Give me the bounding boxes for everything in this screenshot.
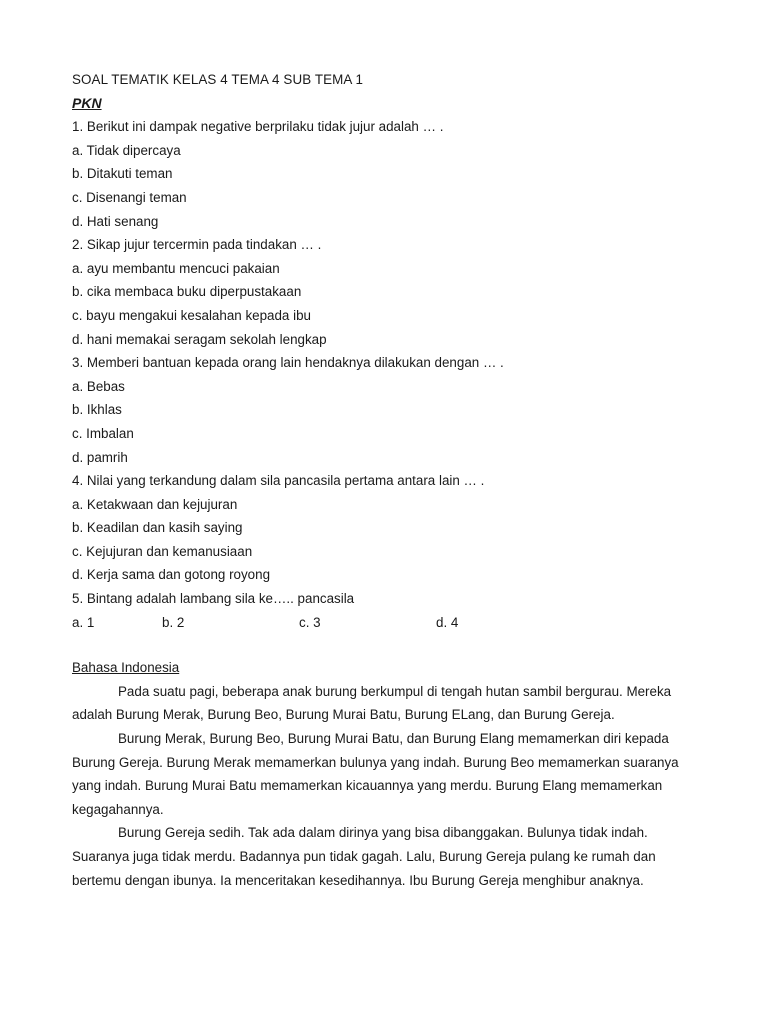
question-5-option-a: a. 1 [72, 614, 95, 630]
story-paragraph-1: Pada suatu pagi, beberapa anak burung berkumpul di tengah hutan sambil bergurau. Mereka adalah Burung Merak, Burung Beo, Burung Murai Batu, Burung ELang, dan Burung Gereja. [72, 683, 672, 723]
question-2-option-b: b. cika membaca buku diperpustakaan [72, 284, 302, 300]
subject-heading-bahasa-indonesia: Bahasa Indonesia [72, 660, 180, 676]
question-3-option-b: b. Ikhlas [72, 402, 122, 418]
question-5-option-c: c. 3 [299, 614, 321, 630]
subject-heading-pkn: PKN [72, 94, 102, 111]
question-4-option-d: d. Kerja sama dan gotong royong [72, 567, 271, 583]
question-5: 5. Bintang adalah lambang sila ke….. pancasila [72, 591, 355, 607]
question-3-option-d: d. pamrih [72, 449, 128, 465]
question-1: 1. Berikut ini dampak negative berprilaku tidak jujur adalah … . [72, 119, 444, 135]
question-2: 2. Sikap jujur tercermin pada tindakan … . [72, 237, 322, 253]
question-5-option-b: b. 2 [162, 614, 185, 630]
question-5-option-d: d. 4 [436, 614, 459, 630]
question-5-options [72, 611, 712, 635]
document-title: SOAL TEMATIK KELAS 4 TEMA 4 SUB TEMA 1 [72, 72, 364, 87]
question-3-option-c: c. Imbalan [72, 425, 134, 441]
question-4-option-b: b. Keadilan dan kasih saying [72, 520, 243, 536]
question-1-option-b: b. Ditakuti teman [72, 166, 173, 182]
document-page [72, 68, 712, 892]
question-1-option-a: a. Tidak dipercaya [72, 142, 181, 158]
question-3-option-a: a. Bebas [72, 378, 125, 394]
question-1-option-d: d. Hati senang [72, 213, 159, 229]
question-1-option-c: c. Disenangi teman [72, 189, 187, 205]
question-3: 3. Memberi bantuan kepada orang lain hendaknya dilakukan dengan … . [72, 355, 504, 371]
question-2-option-d: d. hani memakai seragam sekolah lengkap [72, 331, 327, 347]
question-4-option-a: a. Ketakwaan dan kejujuran [72, 496, 238, 512]
question-4: 4. Nilai yang terkandung dalam sila pancasila pertama antara lain … . [72, 473, 485, 489]
story-paragraph-3: Burung Gereja sedih. Tak ada dalam dirinya yang bisa dibanggakan. Bulunya tidak indah. Suaranya juga tidak merdu. Badannya pun tidak gagah. Lalu, Burung Gereja pulang ke rumah dan bertemu dengan ibunya. Ia menceritakan kesedihannya. Ibu Burung Gereja menghibur anaknya. [72, 825, 656, 888]
question-2-option-a: a. ayu membantu mencuci pakaian [72, 260, 280, 276]
question-4-option-c: c. Kejujuran dan kemanusiaan [72, 543, 253, 559]
question-2-option-c: c. bayu mengakui kesalahan kepada ibu [72, 307, 311, 323]
story-paragraph-2: Burung Merak, Burung Beo, Burung Murai Batu, dan Burung Elang memamerkan diri kepada Burung Gereja. Burung Merak memamerkan bulunya yang indah. Burung Beo memamerkan suaranya yang indah. Burung Murai Batu memamerkan kicauannya yang merdu. Burung Elang memamerkan kegagahannya. [72, 731, 679, 817]
section-gap [72, 634, 712, 656]
